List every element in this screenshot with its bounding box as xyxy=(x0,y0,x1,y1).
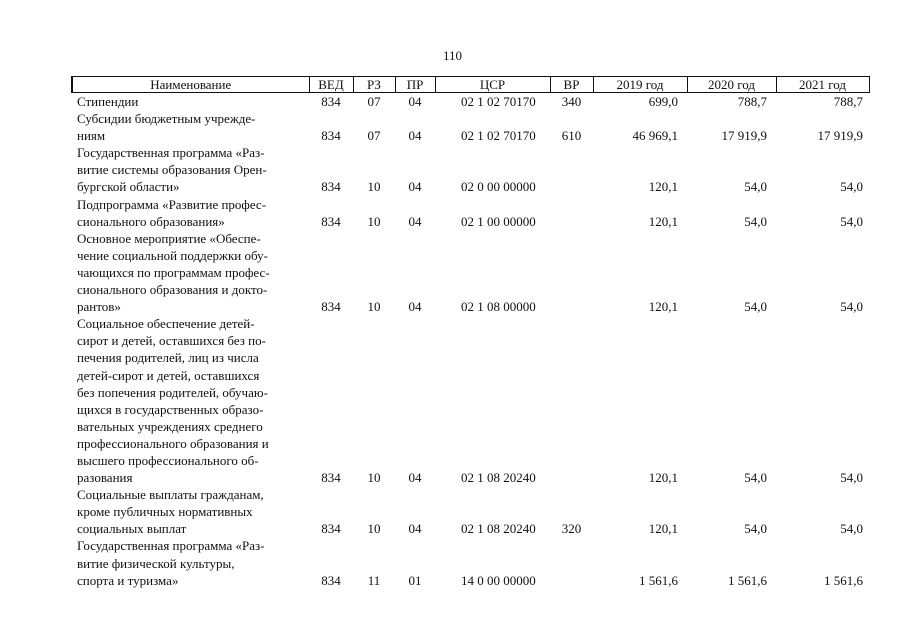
cell-2021: 54,0 xyxy=(840,179,863,195)
cell-vr xyxy=(550,230,593,315)
cell-pr: 04 xyxy=(408,179,422,195)
cell-csr: 14 0 00 00000 xyxy=(461,572,536,588)
cell-pr: 04 xyxy=(408,128,422,144)
cell-name: Социальное обеспечение детей- сирот и детей, оставшихся без по- печения родителей, лиц из числа детей-сирот и детей, оставшихся без попечения родителей, обучаю- щихся в государственных образо- вательных учреждениях среднего профессионального образования и высшего профессионального об- разования xyxy=(77,316,269,486)
cell-ved: 834 xyxy=(321,299,341,315)
cell-csr: 02 0 00 00000 xyxy=(461,179,536,195)
cell-rz: 10 xyxy=(367,470,381,486)
cell-vr: 610 xyxy=(561,128,582,144)
cell-ved: 834 xyxy=(321,572,341,588)
table-row xyxy=(72,537,869,588)
cell-ved: 834 xyxy=(321,213,341,229)
cell-2020: 1 561,6 xyxy=(728,572,767,588)
cell-2019: 120,1 xyxy=(648,521,678,537)
cell-vr xyxy=(550,315,593,486)
cell-2021: 1 561,6 xyxy=(824,572,863,588)
cell-ved: 834 xyxy=(321,470,341,486)
cell-rz: 10 xyxy=(367,213,381,229)
cell-csr: 02 1 02 70170 xyxy=(461,94,536,109)
cell-rz: 10 xyxy=(367,179,381,195)
cell-pr: 04 xyxy=(408,299,422,315)
header-2019: 2019 год xyxy=(593,77,687,93)
cell-2021: 54,0 xyxy=(840,470,863,486)
cell-2020: 54,0 xyxy=(744,213,767,229)
cell-name: Стипендии xyxy=(77,94,139,109)
cell-2020: 17 919,9 xyxy=(721,128,767,144)
cell-csr: 02 1 00 00000 xyxy=(461,213,536,229)
header-pr: ПР xyxy=(395,77,435,93)
header-ved: ВЕД xyxy=(309,77,353,93)
cell-2020: 54,0 xyxy=(744,179,767,195)
cell-2021: 788,7 xyxy=(833,94,863,109)
cell-2021: 54,0 xyxy=(840,521,863,537)
cell-pr: 04 xyxy=(408,94,422,109)
cell-vr xyxy=(550,537,593,588)
cell-2021: 54,0 xyxy=(840,213,863,229)
cell-name: Социальные выплаты гражданам, кроме публичных нормативных социальных выплат xyxy=(77,487,264,537)
cell-ved: 834 xyxy=(321,128,341,144)
header-vr: ВР xyxy=(550,77,593,93)
cell-2019: 120,1 xyxy=(648,179,678,195)
table-row xyxy=(72,230,869,315)
cell-rz: 11 xyxy=(367,572,381,588)
cell-vr: 340 xyxy=(561,94,582,109)
cell-2019: 1 561,6 xyxy=(639,572,678,588)
table-row xyxy=(72,196,869,230)
table-row xyxy=(72,110,869,144)
cell-pr: 04 xyxy=(408,521,422,537)
cell-csr: 02 1 08 20240 xyxy=(461,470,536,486)
cell-rz: 10 xyxy=(367,521,381,537)
header-2021: 2021 год xyxy=(776,77,869,93)
table-row xyxy=(72,486,869,537)
cell-2021: 17 919,9 xyxy=(817,128,863,144)
cell-name: Субсидии бюджетным учрежде- ниям xyxy=(77,111,256,144)
cell-csr: 02 1 02 70170 xyxy=(461,128,536,144)
cell-name: Государственная программа «Раз- витие физической культуры, спорта и туризма» xyxy=(77,538,265,588)
cell-2020: 54,0 xyxy=(744,299,767,315)
table-body xyxy=(72,93,869,589)
cell-ved: 834 xyxy=(321,94,341,109)
cell-pr: 01 xyxy=(408,572,422,588)
table-header xyxy=(72,77,869,93)
cell-name: Подпрограмма «Развитие профес- сионального образования» xyxy=(77,196,267,229)
cell-rz: 07 xyxy=(367,128,381,144)
cell-vr xyxy=(550,196,593,230)
cell-name: Основное мероприятие «Обеспе- чение социальной поддержки обу- чающихся по программам профес- сионального образования и докто- рантов» xyxy=(77,230,270,315)
cell-2019: 120,1 xyxy=(648,213,678,229)
table-row xyxy=(72,315,869,486)
header-name: Наименование xyxy=(72,77,309,93)
table-row xyxy=(72,93,869,111)
cell-2019: 120,1 xyxy=(648,299,678,315)
cell-2020: 54,0 xyxy=(744,470,767,486)
cell-2020: 788,7 xyxy=(737,94,767,109)
cell-vr xyxy=(550,144,593,195)
cell-2019: 46 969,1 xyxy=(632,128,678,144)
header-2020: 2020 год xyxy=(687,77,776,93)
cell-csr: 02 1 08 20240 xyxy=(461,521,536,537)
cell-ved: 834 xyxy=(321,521,341,537)
cell-rz: 10 xyxy=(367,299,381,315)
cell-pr: 04 xyxy=(408,213,422,229)
cell-2021: 54,0 xyxy=(840,299,863,315)
header-row xyxy=(72,77,869,93)
page-number: 110 xyxy=(442,48,463,63)
cell-ved: 834 xyxy=(321,179,341,195)
cell-pr: 04 xyxy=(408,470,422,486)
cell-csr: 02 1 08 00000 xyxy=(461,299,536,315)
cell-name: Государственная программа «Раз- витие системы образования Орен- бургской области» xyxy=(77,145,267,195)
cell-rz: 07 xyxy=(367,94,381,109)
header-csr: ЦСР xyxy=(435,77,550,93)
cell-2020: 54,0 xyxy=(744,521,767,537)
cell-vr: 320 xyxy=(561,521,582,537)
budget-table xyxy=(71,76,870,589)
header-rz: РЗ xyxy=(353,77,395,93)
cell-2019: 699,0 xyxy=(648,94,678,109)
cell-2019: 120,1 xyxy=(648,470,678,486)
table-row xyxy=(72,144,869,195)
